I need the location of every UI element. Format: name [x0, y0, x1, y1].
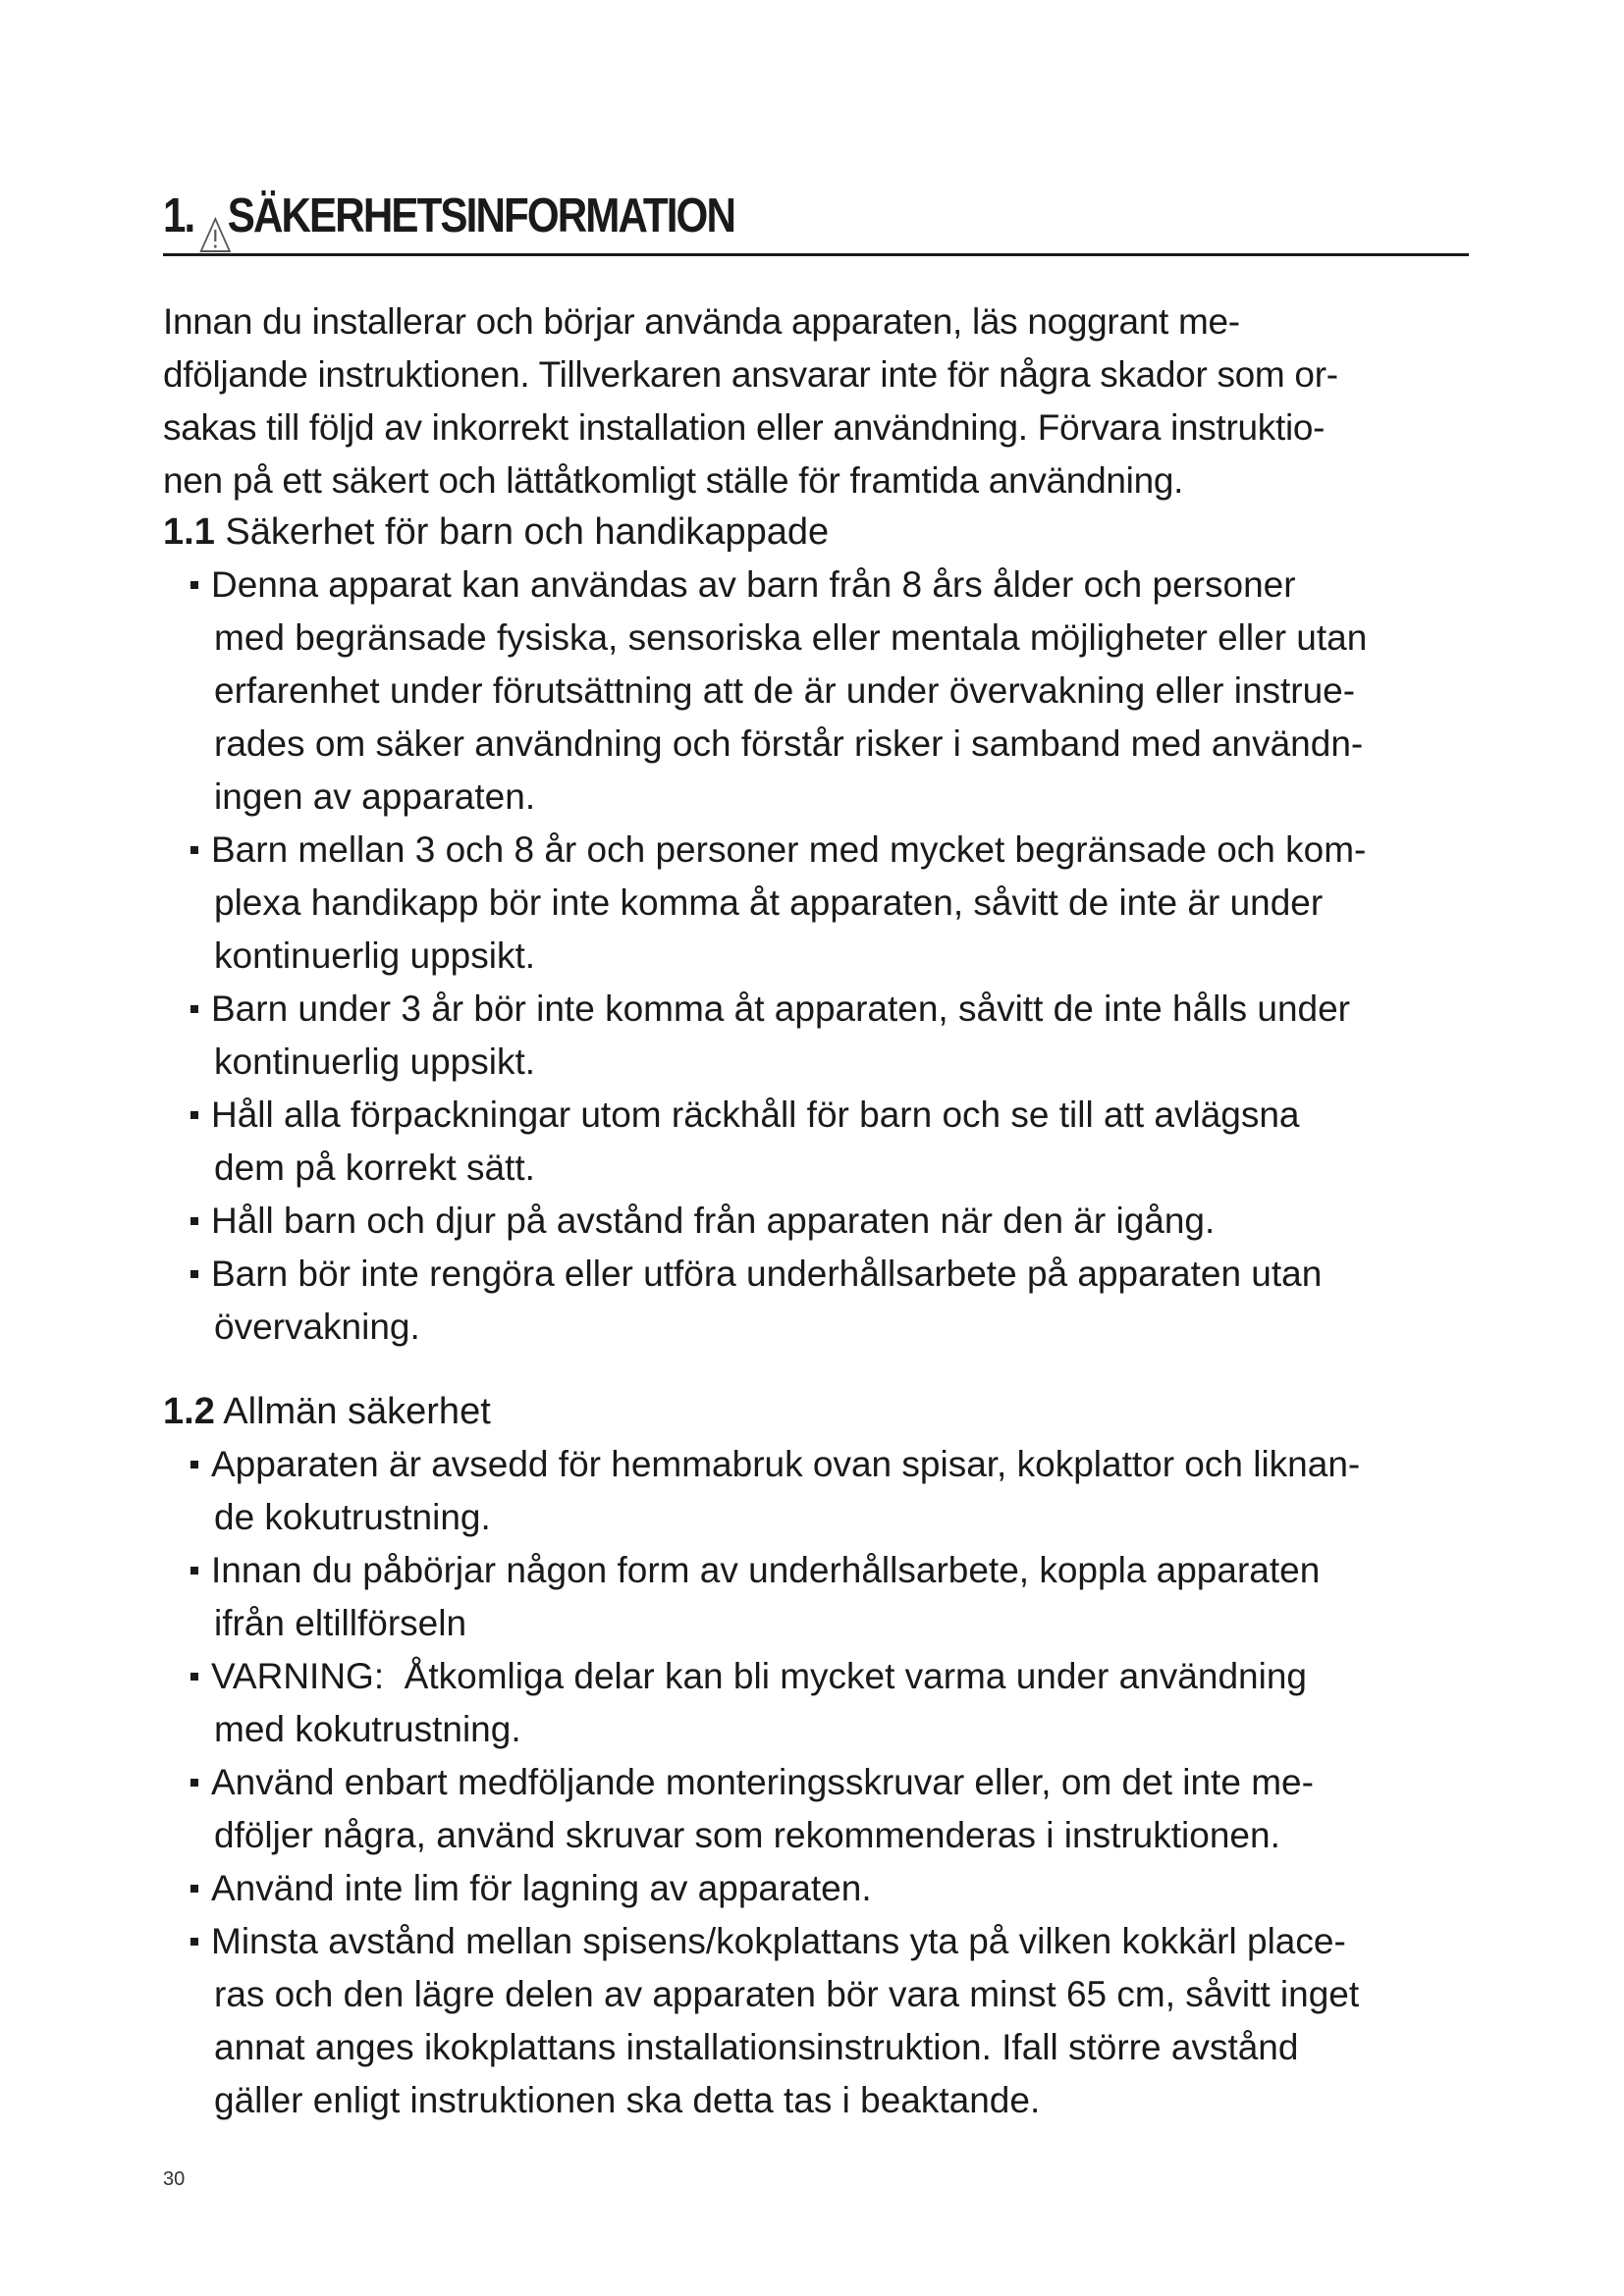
list-item: VARNING: Åtkomliga delar kan bli mycket varma under användning: [190, 1651, 1307, 1702]
heading-divider: [163, 253, 1469, 256]
subsection-heading-1-1: [163, 507, 829, 558]
bullet-square-icon: [190, 1938, 198, 1946]
warning-triangle-icon: [199, 200, 233, 240]
list-item: Innan du påbörjar någon form av underhållsarbete, koppla apparaten: [190, 1545, 1320, 1596]
subsection-title: Säkerhet för barn och handikappade: [225, 511, 830, 553]
list-item: Minsta avstånd mellan spisens/kokplattans yta på vilken kokkärl place-: [190, 1916, 1346, 1967]
bullet-square-icon: [190, 1779, 198, 1787]
intro-line: Innan du installerar och börjar använda apparaten, läs noggrant me-: [163, 301, 1240, 342]
heading-title: SÄKERHETSINFORMATION: [227, 189, 734, 242]
list-item-line: erfarenhet under förutsättning att de är under övervakning eller instrue-: [214, 670, 1356, 711]
list-item: Barn bör inte rengöra eller utföra underhållsarbete på apparaten utan: [190, 1249, 1322, 1300]
bullet-square-icon: [190, 1461, 198, 1468]
bullet-square-icon: [190, 581, 198, 589]
list-item: Barn mellan 3 och 8 år och personer med mycket begränsade och kom-: [190, 825, 1366, 876]
list-item-line: kontinuerlig uppsikt.: [214, 1041, 536, 1082]
intro-line: sakas till följd av inkorrekt installation eller användning. Förvara instruktio-: [163, 407, 1326, 448]
list-item-line: med kokutrustning.: [214, 1709, 521, 1749]
list-item-line: annat anges ikokplattans installationsinstruktion. Ifall större avstånd: [214, 2027, 1299, 2067]
list-item-line: rades om säker användning och förstår risker i samband med användn-: [214, 723, 1364, 764]
list-item-line: ras och den lägre delen av apparaten bör vara minst 65 cm, såvitt inget: [214, 1974, 1360, 2014]
list-item-line: ifrån eltillförseln: [214, 1603, 467, 1643]
list-item: Använd enbart medföljande monteringsskruvar eller, om det inte me-: [190, 1757, 1314, 1808]
bullet-square-icon: [190, 1567, 198, 1575]
subsection-title: Allmän säkerhet: [223, 1391, 491, 1432]
bullet-square-icon: [190, 1005, 198, 1013]
page-number: 30: [163, 2168, 186, 2190]
list-item: Håll alla förpackningar utom räckhåll för barn och se till att avlägsna: [190, 1090, 1300, 1141]
list-item: Håll barn och djur på avstånd från apparaten när den är igång.: [190, 1196, 1215, 1247]
list-item: Använd inte lim för lagning av apparaten.: [190, 1863, 872, 1914]
section-heading: [163, 177, 734, 255]
bullet-square-icon: [190, 1111, 198, 1119]
bullet-square-icon: [190, 846, 198, 854]
list-item-line: plexa handikapp bör inte komma åt apparaten, såvitt de inte är under: [214, 882, 1324, 923]
subsection-number: 1.2: [163, 1391, 215, 1432]
bullet-square-icon: [190, 1270, 198, 1278]
heading-number: 1.: [163, 189, 194, 242]
list-item-line: övervakning.: [214, 1307, 420, 1347]
list-item: Barn under 3 år bör inte komma åt apparaten, såvitt de inte hålls under: [190, 984, 1350, 1035]
list-item-line: med begränsade fysiska, sensoriska eller mentala möjligheter eller utan: [214, 617, 1368, 658]
list-item-line: gäller enligt instruktionen ska detta tas i beaktande.: [214, 2080, 1041, 2120]
list-item-line: dföljer några, använd skruvar som rekommenderas i instruktionen.: [214, 1815, 1280, 1855]
list-item-line: kontinuerlig uppsikt.: [214, 935, 536, 976]
bullet-square-icon: [190, 1217, 198, 1225]
list-item: Denna apparat kan användas av barn från 8 års ålder och personer: [190, 560, 1296, 611]
list-item-line: ingen av apparaten.: [214, 776, 536, 817]
intro-line: nen på ett säkert och lättåtkomligt ställe för framtida användning.: [163, 460, 1184, 501]
bullet-square-icon: [190, 1885, 198, 1893]
subsection-number: 1.1: [163, 511, 215, 553]
list-item-line: dem på korrekt sätt.: [214, 1148, 535, 1188]
list-item: Apparaten är avsedd för hemmabruk ovan spisar, kokplattor och liknan-: [190, 1439, 1360, 1490]
intro-line: dföljande instruktionen. Tillverkaren ansvarar inte för några skador som or-: [163, 354, 1338, 395]
subsection-heading-1-2: [163, 1386, 491, 1437]
list-item-line: de kokutrustning.: [214, 1497, 491, 1537]
bullet-square-icon: [190, 1673, 198, 1681]
